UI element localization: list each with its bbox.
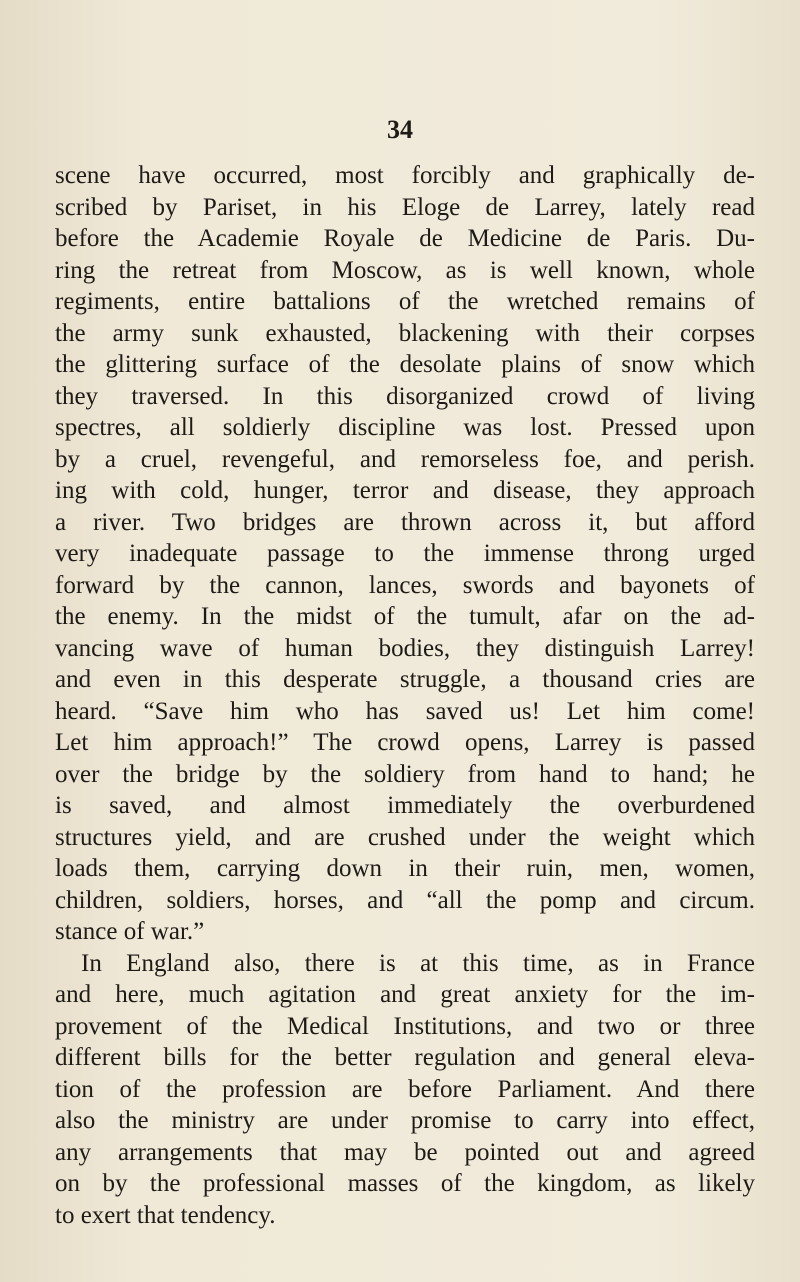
text-line: forward by the cannon, lances, swords and bayonets of <box>55 571 755 599</box>
text-line: provement of the Medical Institutions, and two or three <box>55 1012 755 1040</box>
text-line: scene have occurred, most forcibly and graphically de- <box>55 162 755 189</box>
text-line: any arrangements that may be pointed out and agreed <box>55 1138 755 1166</box>
text-line: they traversed. In this disorganized crowd of living <box>55 382 755 410</box>
body-text <box>55 160 755 1231</box>
text-line: scribed by Pariset, in his Eloge de Larrey, lately read <box>55 193 755 221</box>
text-line: regiments, entire battalions of the wretched remains of <box>55 288 755 315</box>
page-number: 34 <box>387 115 413 144</box>
text-line: stance of war.” <box>55 918 205 945</box>
text-line: ing with cold, hunger, terror and disease, they approach <box>55 477 755 504</box>
text-line: and even in this desperate struggle, a thousand cries are <box>55 666 755 693</box>
text-line: the army sunk exhausted, blackening with their corpses <box>55 319 755 347</box>
text-line: by a cruel, revengeful, and remorseless foe, and perish. <box>55 445 755 473</box>
text-line: very inadequate passage to the immense throng urged <box>55 540 755 567</box>
text-line: ring the retreat from Moscow, as is well known, whole <box>55 256 755 284</box>
text-line: and here, much agitation and great anxiety for the im- <box>55 981 755 1008</box>
text-line: a river. Two bridges are thrown across it, but afford <box>55 508 755 536</box>
text-line: structures yield, and are crushed under the weight which <box>55 823 755 851</box>
text-line: the enemy. In the midst of the tumult, afar on the ad- <box>55 603 755 630</box>
text-line: Let him approach!” The crowd opens, Larrey is passed <box>55 729 755 756</box>
text-line: the glittering surface of the desolate plains of snow which <box>55 351 755 378</box>
text-line: children, soldiers, horses, and “all the pomp and circum. <box>55 886 755 914</box>
text-line: tion of the profession are before Parliament. And there <box>55 1075 755 1103</box>
text-line: vancing wave of human bodies, they distinguish Larrey! <box>55 634 755 662</box>
text-line: is saved, and almost immediately the overburdened <box>55 792 755 819</box>
text-line: also the ministry are under promise to carry into effect, <box>55 1107 755 1134</box>
text-line: to exert that tendency. <box>55 1201 276 1229</box>
text-line: heard. “Save him who has saved us! Let him come! <box>55 697 755 725</box>
text-line: loads them, carrying down in their ruin, men, women, <box>55 855 755 882</box>
text-line: spectres, all soldierly discipline was lost. Pressed upon <box>55 414 755 441</box>
text-line: before the Academie Royale de Medicine de Paris. Du- <box>55 225 755 252</box>
text-line: different bills for the better regulation and general eleva- <box>55 1044 755 1071</box>
text-line: In England also, there is at this time, as in France <box>81 949 755 977</box>
text-line: over the bridge by the soldiery from hand to hand; he <box>55 760 755 788</box>
text-line: on by the professional masses of the kingdom, as likely <box>55 1170 755 1197</box>
